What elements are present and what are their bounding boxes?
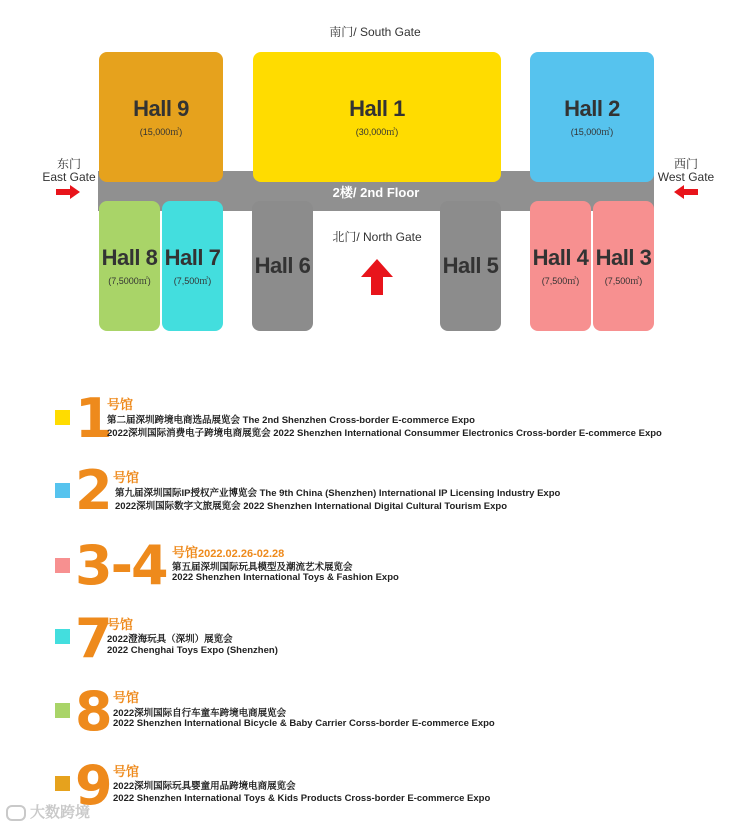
legend-expo-line: 2022深圳国际玩具婴童用品跨境电商展览会 <box>113 781 296 792</box>
hall-5-name: Hall 5 <box>442 253 499 278</box>
hall-9[interactable] <box>99 52 223 182</box>
watermark <box>6 801 90 822</box>
legend-swatch <box>55 483 70 498</box>
hall-3-name: Hall 3 <box>595 244 652 270</box>
west-gate-label-en: West Gate <box>657 170 715 184</box>
east-gate-label-cn: 东门 <box>56 157 81 171</box>
hall-6[interactable] <box>252 201 313 331</box>
hall-4[interactable] <box>530 201 591 331</box>
legend-hall-suffix-text: 号馆 <box>113 470 140 485</box>
south-gate-label: 南门/ South Gate <box>329 25 421 39</box>
hall-7-name: Hall 7 <box>164 244 221 270</box>
hall-7[interactable] <box>162 201 223 331</box>
west-gate-arrow-icon <box>674 185 698 199</box>
hall-9-name: Hall 9 <box>133 95 189 121</box>
hall-3[interactable] <box>593 201 654 331</box>
legend-swatch <box>55 410 70 425</box>
legend-expo-line: 2022澄海玩具（深圳）展览会 <box>107 634 233 645</box>
legend-item-hall-9 <box>55 754 575 817</box>
legend-item-hall-8 <box>55 680 575 743</box>
hall-1-area: (30,000㎡) <box>355 126 399 137</box>
west-gate-label-cn: 西门 <box>673 157 698 171</box>
hall-1-name: Hall 1 <box>349 95 405 121</box>
legend-expo-line: 第五届深圳国际玩具模型及潮流艺术展览会 <box>172 562 353 573</box>
legend-hall-suffix-text: 号馆 <box>113 690 140 705</box>
hall-9-area: (15,000㎡) <box>139 126 183 137</box>
hall-2[interactable] <box>530 52 654 182</box>
legend-expo-line: 2022深圳国际自行车童车跨境电商展览会 <box>113 708 287 719</box>
legend-expo-line: 2022 Shenzhen International Toys & Fashion Expo <box>172 572 399 583</box>
hall-2-area: (15,000㎡) <box>570 126 614 137</box>
legend-expo-line: 第二届深圳跨境电商选品展览会 The 2nd Shenzhen Cross-border E-commerce Expo <box>107 415 475 426</box>
legend-expo-line: 第九届深圳国际IP授权产业博览会 The 9th China (Shenzhen) International IP Licensing Industry Expo <box>115 488 561 499</box>
hall-8[interactable] <box>99 201 160 331</box>
legend-hall-number: 1 <box>75 387 111 450</box>
legend-hall-date: 2022.02.26-02.28 <box>198 548 285 560</box>
legend-item-hall-7 <box>55 607 355 670</box>
north-gate-label: 北门/ North Gate <box>332 230 422 244</box>
legend-item-hall-3-4 <box>55 534 455 597</box>
watermark-logo-icon <box>6 805 26 821</box>
hall-4-name: Hall 4 <box>532 244 589 270</box>
hall-1[interactable] <box>253 52 501 182</box>
legend-swatch <box>55 629 70 644</box>
legend-expo-line: 2022 Shenzhen International Toys & Kids Products Cross-border E-commerce Expo <box>113 793 491 804</box>
east-gate-label <box>38 158 100 184</box>
legend-item-hall-1 <box>55 387 725 450</box>
legend-hall-suffix-text: 号馆 <box>172 545 199 560</box>
legend-hall-number: 3-4 <box>75 534 167 597</box>
legend-expo-line: 2022深圳国际数字文旅展览会 2022 Shenzhen International Digital Cultural Tourism Expo <box>115 501 508 512</box>
legend-swatch <box>55 776 70 791</box>
legend-hall-suffix-text: 号馆 <box>107 617 134 632</box>
hall-8-name: Hall 8 <box>101 244 158 270</box>
floor-label: 2楼/ 2nd Floor <box>332 184 420 200</box>
hall-2-name: Hall 2 <box>564 95 620 121</box>
hall-6-name: Hall 6 <box>254 253 311 278</box>
hall-4-area: (7,500㎡) <box>541 275 580 286</box>
legend-hall-number: 2 <box>75 459 111 522</box>
legend-hall-suffix <box>113 467 139 486</box>
legend-expo-line: 2022 Shenzhen International Bicycle & Baby Carrier Corss-border E-commerce Expo <box>113 718 495 729</box>
legend-hall-suffix-text: 号馆 <box>107 397 134 412</box>
legend-hall-number: 7 <box>75 607 111 670</box>
hall-5[interactable] <box>440 201 501 331</box>
hall-7-area: (7,500㎡) <box>173 275 212 286</box>
legend-item-hall-2 <box>55 459 615 522</box>
east-gate-arrow-icon <box>56 185 80 199</box>
legend-hall-suffix <box>107 394 133 413</box>
hall-3-area: (7,500㎡) <box>604 275 643 286</box>
legend-swatch <box>55 703 70 718</box>
legend-hall-suffix-text: 号馆 <box>113 764 140 779</box>
west-gate-label <box>652 158 720 184</box>
legend-expo-line: 2022 Chenghai Toys Expo (Shenzhen) <box>107 645 278 656</box>
legend-hall-number: 8 <box>75 680 111 743</box>
legend-swatch <box>55 558 70 573</box>
north-gate-arrow-icon <box>361 259 393 295</box>
hall-8-area: (7,5000㎡) <box>108 275 151 286</box>
legend-hall-suffix <box>113 687 139 706</box>
east-gate-label-en: East Gate <box>42 170 96 184</box>
legend-expo-line: 2022深圳国际消费电子跨境电商展览会 2022 Shenzhen International Consummer Electronics Cross-border E-commerce Expo <box>107 428 662 439</box>
watermark-text: 大数跨境 <box>30 804 91 821</box>
legend-hall-number: 9 <box>75 754 111 817</box>
